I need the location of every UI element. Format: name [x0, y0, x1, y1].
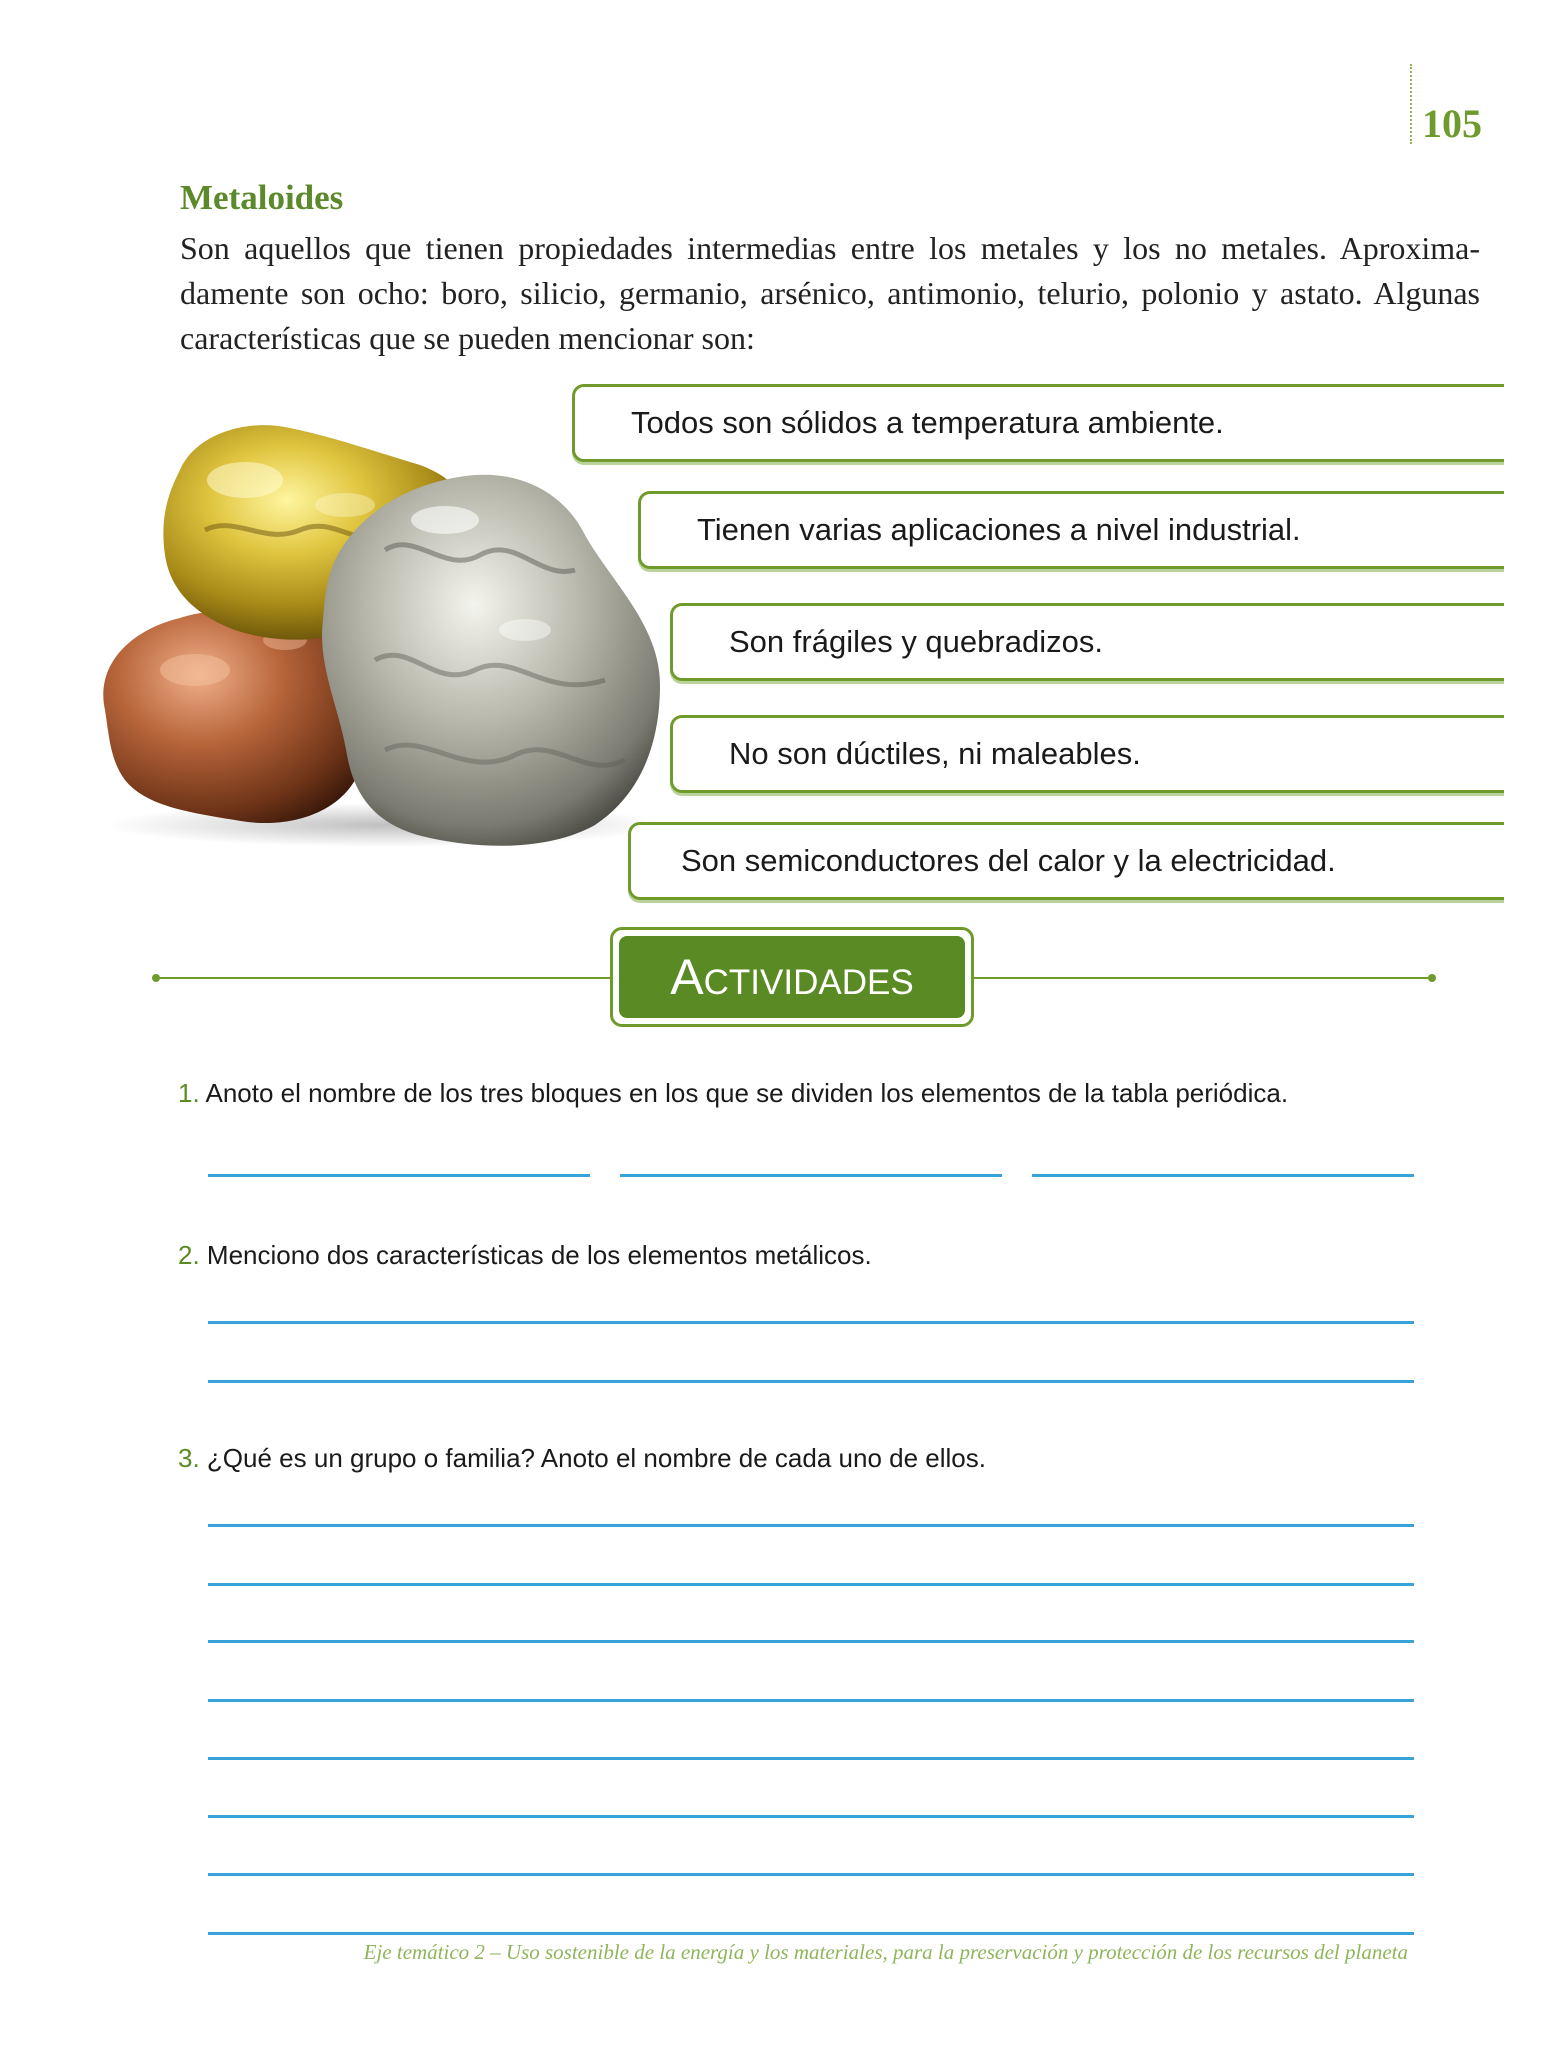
activities-title: Actividades	[619, 936, 965, 1018]
answer-line[interactable]	[208, 1699, 1414, 1702]
answer-line[interactable]	[1032, 1174, 1414, 1177]
feature-text: No son dúctiles, ni maleables.	[729, 736, 1141, 771]
question-3	[178, 1443, 986, 1474]
divider-dot	[1428, 974, 1436, 982]
section-title: Metaloides	[180, 178, 344, 217]
feature-text: Son semiconductores del calor y la electricidad.	[681, 843, 1336, 878]
feature-text: Todos son sólidos a temperatura ambiente.	[631, 405, 1224, 440]
intro-paragraph	[180, 226, 1480, 361]
feature-box	[572, 384, 1504, 462]
page-number: 105	[1422, 101, 1482, 146]
divider-dot	[152, 974, 160, 982]
answer-line[interactable]	[208, 1815, 1414, 1818]
answer-line[interactable]	[208, 1583, 1414, 1586]
metalloid-nuggets-image	[85, 410, 675, 850]
feature-box	[628, 822, 1504, 900]
answer-line[interactable]	[208, 1174, 590, 1177]
answer-line[interactable]	[208, 1873, 1414, 1876]
answer-line[interactable]	[208, 1757, 1414, 1760]
feature-text: Son frágiles y quebradizos.	[729, 624, 1103, 659]
question-text: ¿Qué es un grupo o familia? Anoto el nombre de cada uno de ellos.	[206, 1443, 986, 1473]
feature-box	[670, 715, 1504, 793]
question-number: 2.	[178, 1240, 200, 1270]
intro-line: damente son ocho: boro, silicio, germanio, arsénico, antimonio, telurio, polonio y astato. Algunas	[180, 275, 1480, 311]
answer-line[interactable]	[620, 1174, 1002, 1177]
question-text: Menciono dos características de los elementos metálicos.	[206, 1240, 872, 1270]
silver-nugget	[322, 475, 660, 846]
intro-line: Son aquellos que tienen propiedades intermedias entre los metales y los no metales. Aproxima-	[180, 230, 1480, 266]
answer-line[interactable]	[208, 1321, 1414, 1324]
footer-caption: Eje temático 2 – Uso sostenible de la energía y los materiales, para la preservación y protección de los recursos del planeta	[363, 1940, 1408, 1964]
answer-line[interactable]	[208, 1380, 1414, 1383]
feature-box	[670, 603, 1504, 681]
page-number-rule	[1410, 64, 1412, 144]
intro-line: características que se pueden mencionar son:	[180, 320, 755, 356]
question-2	[178, 1240, 872, 1271]
question-1	[178, 1078, 1288, 1109]
answer-line[interactable]	[208, 1524, 1414, 1527]
answer-line[interactable]	[208, 1640, 1414, 1643]
activities-badge	[610, 927, 974, 1027]
feature-text: Tienen varias aplicaciones a nivel industrial.	[697, 512, 1301, 547]
answer-line[interactable]	[208, 1932, 1414, 1935]
question-text: Anoto el nombre de los tres bloques en los que se dividen los elementos de la tabla periódica.	[205, 1078, 1289, 1108]
feature-box	[638, 491, 1504, 569]
question-number: 3.	[178, 1443, 200, 1473]
question-number: 1.	[178, 1078, 200, 1108]
